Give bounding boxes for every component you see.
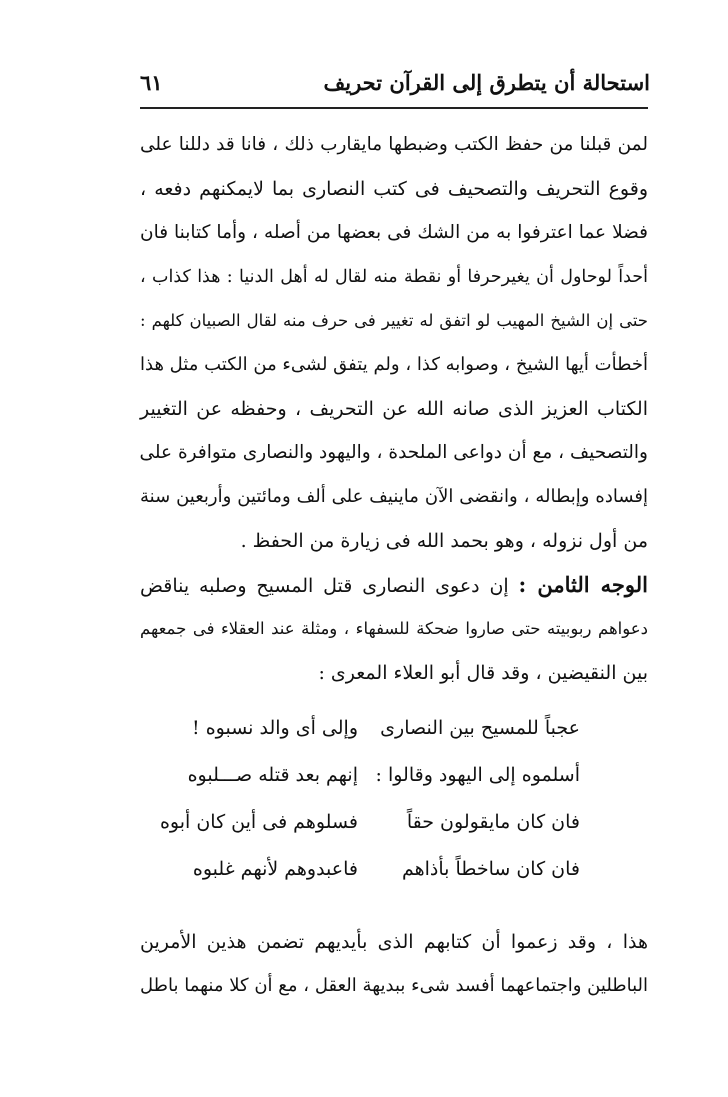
poem-verse [140,846,648,893]
text-line [140,563,648,607]
poem [140,705,648,893]
text-line: حتى إن الشيخ المهيب لو اتفق له تغيير فى حرف منه لقال الصبيان كلهم : [140,311,648,330]
text-line: من أول نزوله ، وهو بحمد الله فى زيارة من الحفظ . [240,530,648,552]
text-line: لمن قبلنا من حفظ الكتب وضبطها مايقارب ذلك ، فانا قد دللنا على [140,134,648,155]
page-header [140,60,650,104]
text-line: وقوع التحريف والتصحيف فى كتب النصارى بما لايمكنهم دفعه ، [140,178,648,200]
verse-second-hemistich: فاعبدوهم لأنهم غلبوه [192,858,358,880]
section-heading: الوجه الثامن : [518,572,648,597]
verse-first-hemistich: عجباً للمسيح بين النصارى [380,717,580,739]
verse-second-hemistich: فسلوهم فى أين كان أبوه [159,811,358,833]
verse-first-hemistich: فان كان ساخطاً بأذاهم [401,858,580,880]
verse-first-hemistich: فان كان مايقولون حقاً [406,811,580,833]
text-line: الكتاب العزيز الذى صانه الله عن التحريف ، وحفظه عن التغيير [140,398,648,420]
text-line: أخطأت أيها الشيخ ، وصوابه كذا ، ولم يتفق لشىء من الكتب مثل هذا [140,354,648,375]
text-line: والتصحيف ، مع أن دواعى الملحدة ، واليهود والنصارى متوافرة على [139,442,648,463]
text-line: أحداً لوحاول أن يغيرحرفا أو نقطة منه لقال له أهل الدنيا : هذا كذاب ، [140,267,648,287]
text-line: هذا ، وقد زعموا أن كتابهم الذى بأيديهم تضمن هذين الأمرين [140,931,648,953]
text-block [140,123,648,695]
text-line: دعواهم ربوبيته حتى صاروا ضحكة للسفهاء ، ومثلة عند العقلاء فى جمعهم [140,619,648,638]
verse-first-hemistich: أسلموه إلى اليهود وقالوا : [375,764,580,786]
line-text: إن دعوى النصارى قتل المسيح وصلبه يناقض [140,575,509,597]
verse-second-hemistich: إنهم بعد قتله صـــلبوه [187,764,358,786]
text-line: فضلا عما اعترفوا به من الشك فى بعضها من أصله ، وأما كتابنا فان [140,222,648,243]
text-line: إفساده وإبطاله ، وانقضى الآن ماينيف على ألف ومائتين وأربعين سنة [140,486,648,507]
page-number: ٦١ [140,70,163,95]
running-title: استحالة أن يتطرق إلى القرآن تحريف [323,70,650,95]
poem-verse [140,705,648,752]
header-rule [140,107,648,109]
poem-verse [140,752,648,799]
poem-verse [140,799,648,846]
paragraph-3 [140,920,648,1008]
text-line: الباطلين واجتماعهما أفسد شىء ببديهة العقل ، مع أن كلا منهما باطل [140,975,648,996]
text-line: بين النقيضين ، وقد قال أبو العلاء المعرى : [318,662,648,684]
paragraph-1 [140,123,648,563]
paragraph-2 [140,563,648,695]
verse-second-hemistich: وإلى أى والد نسبوه ! [192,717,358,739]
